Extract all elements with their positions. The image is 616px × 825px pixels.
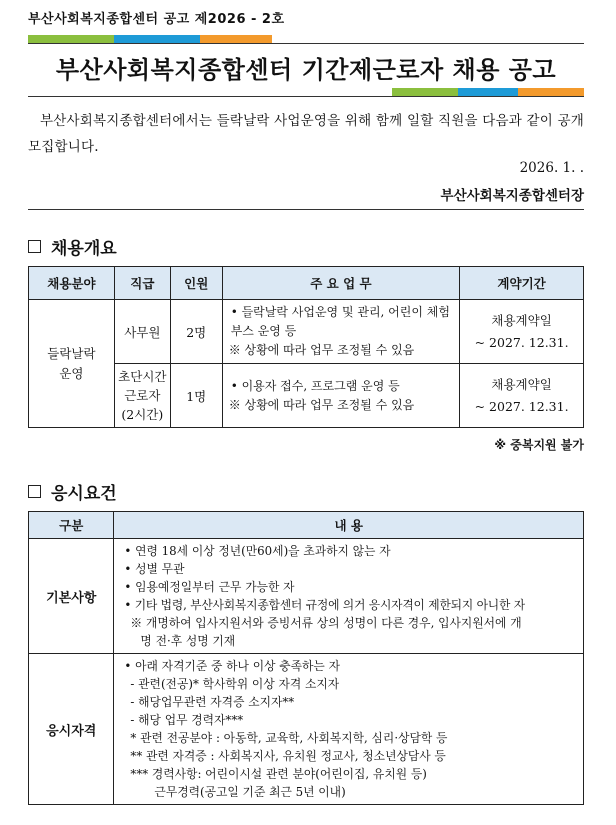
recruitment-overview-table	[28, 266, 584, 428]
rank-line: (2시간)	[121, 407, 164, 422]
checkbox-square-icon	[28, 485, 41, 498]
list-item: - 해당 업무 경력자***	[130, 713, 244, 727]
table-row	[29, 300, 584, 364]
section-heading-overview	[28, 234, 117, 259]
bar-green	[28, 35, 114, 43]
divider	[28, 209, 584, 210]
header-cell: 계약기간	[460, 267, 584, 300]
duty-cell	[222, 300, 459, 364]
section-heading-requirements	[28, 479, 117, 504]
duty-note: ※ 상황에 따라 업무 조정될 수 있음	[228, 343, 415, 357]
contract-end: ~ 2027. 12.31.	[474, 334, 569, 350]
list-item: • 성별 무관	[124, 562, 185, 576]
list-item: • 기타 법령, 부산사회복지종합센터 규정에 의거 응시자격이 제한되지 아니한 자	[124, 598, 525, 612]
table-header-row	[29, 512, 584, 539]
duplicate-application-note: ※ 중복지원 불가	[494, 438, 584, 452]
table-header-row	[29, 267, 584, 300]
bar-orange	[518, 88, 584, 96]
contract-end: ~ 2027. 12.31.	[474, 398, 569, 414]
header-cell: 인원	[170, 267, 222, 300]
contract-cell	[460, 364, 584, 428]
list-item: 근무경력(공고일 기준 최근 5년 이내)	[154, 785, 346, 799]
contract-start: 채용계약일	[491, 312, 552, 328]
list-item: ※ 개명하여 입사지원서와 증빙서류 상의 성명이 다른 경우, 입사지원서에 개	[130, 616, 522, 630]
list-item: * 관련 전공분야 : 아동학, 교육학, 사회복지학, 심리·상담학 등	[130, 731, 448, 745]
table-row	[29, 539, 584, 654]
rank-cell: 사무원	[114, 300, 170, 364]
duty-note: ※ 상황에 따라 업무 조정될 수 있음	[228, 397, 415, 412]
header-cell: 채용분야	[29, 267, 115, 300]
basic-content	[114, 539, 584, 654]
bar-blue	[458, 88, 518, 96]
bar-orange	[200, 35, 272, 43]
notice-number: 부산사회복지종합센터 공고 제2026 - 2호	[28, 12, 285, 27]
list-item: 명 전·후 성명 기재	[140, 634, 236, 648]
color-bar-top	[28, 35, 272, 43]
list-item: • 연령 18세 이상 정년(만60세)을 초과하지 않는 자	[124, 544, 391, 558]
color-bar-bottom	[392, 88, 584, 96]
list-item: *** 경력사항: 어린이시설 관련 분야(어린이집, 유치원 등)	[130, 767, 427, 781]
rank-line: 근로자	[124, 388, 161, 403]
section-title: 응시요건	[51, 484, 117, 504]
checkbox-square-icon	[28, 240, 41, 253]
qualification-content	[114, 654, 584, 805]
list-item: • 아래 자격기준 중 하나 이상 충족하는 자	[124, 659, 340, 673]
requirements-table	[28, 511, 584, 805]
divider	[28, 96, 584, 97]
duty-cell	[222, 364, 459, 428]
qualification-label: 응시자격	[29, 654, 114, 805]
count-cell: 1명	[170, 364, 222, 428]
divider	[28, 43, 584, 44]
list-item: • 임용예정일부터 근무 가능한 자	[124, 580, 295, 594]
rank-cell	[114, 364, 170, 428]
contract-cell	[460, 300, 584, 364]
list-item: - 관련(전공)* 학사학위 이상 자격 소지자	[130, 677, 340, 691]
duty-line: • 이용자 접수, 프로그램 운영 등	[230, 378, 400, 393]
count-cell: 2명	[170, 300, 222, 364]
list-item: ** 관련 자격증 : 사회복지사, 유치원 정교사, 청소년상담사 등	[130, 749, 446, 763]
bar-green	[392, 88, 458, 96]
intro-text: 부산사회복지종합센터에서는 들락날락 사업운영을 위해 함께 일할 직원을 다음과 같이 공개 모집합니다.	[28, 113, 584, 155]
table-row	[29, 654, 584, 805]
field-cell: 들락날락 운영	[29, 300, 115, 428]
header-cell: 내 용	[114, 512, 584, 539]
issuer: 부산사회복지종합센터장	[440, 188, 584, 204]
page-title: 부산사회복지종합센터 기간제근로자 채용 공고	[55, 56, 557, 84]
notice-date: 2026. 1. .	[519, 160, 584, 176]
basic-label: 기본사항	[29, 539, 114, 654]
rank-line: 초단시간	[118, 369, 167, 384]
header-cell: 직급	[114, 267, 170, 300]
bar-blue	[114, 35, 200, 43]
duty-line: • 들락날락 사업운영 및 관리, 어린이 체험부스 운영 등	[230, 305, 450, 338]
contract-start: 채용계약일	[491, 376, 552, 392]
header-cell: 주 요 업 무	[222, 267, 459, 300]
header-cell: 구분	[29, 512, 114, 539]
list-item: - 해당업무관련 자격증 소지자**	[130, 695, 295, 709]
section-title: 채용개요	[51, 239, 117, 259]
